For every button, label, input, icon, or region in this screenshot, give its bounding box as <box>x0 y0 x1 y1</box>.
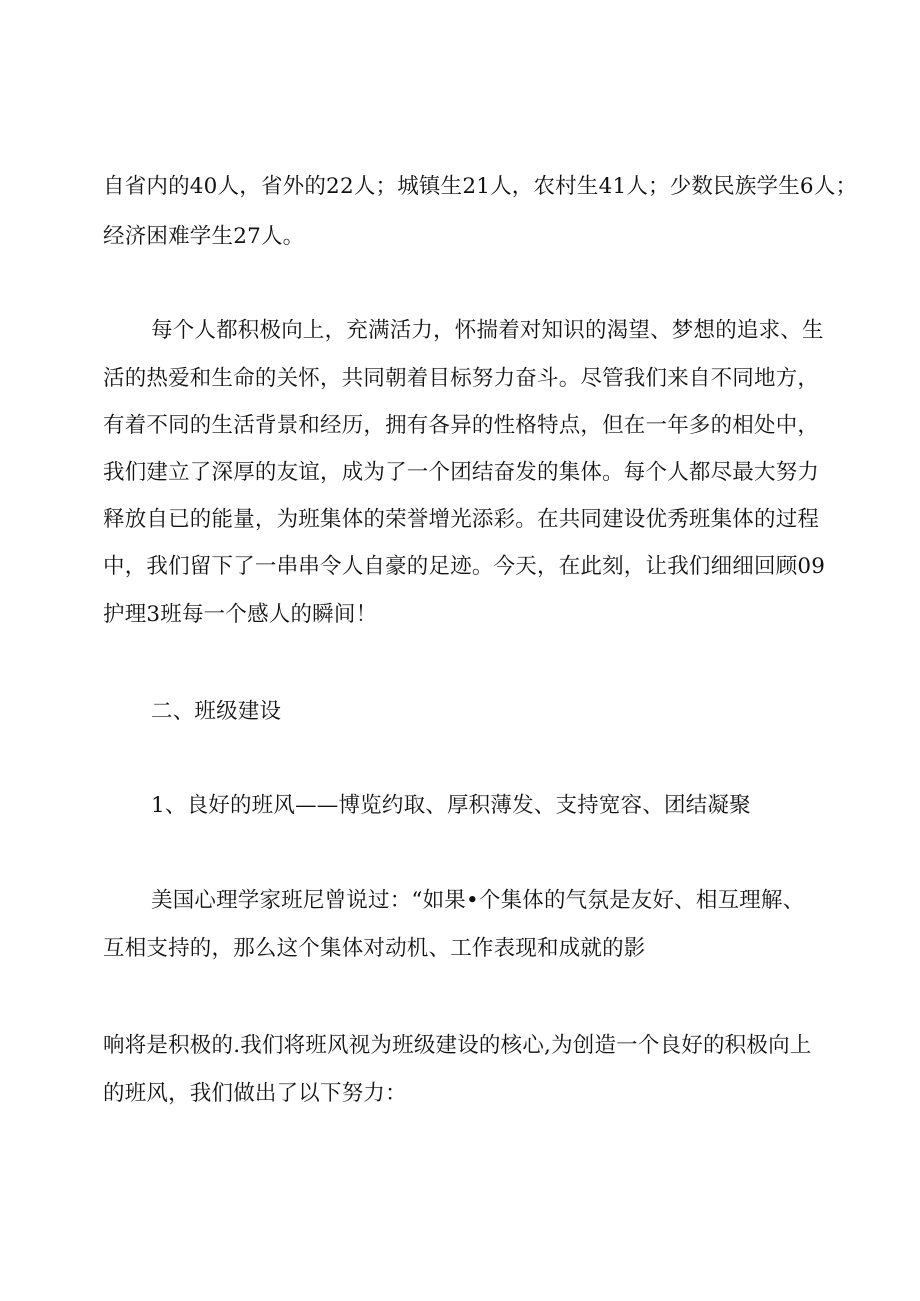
paragraph-line: 护理3班每一个感人的瞬间！ <box>103 602 378 627</box>
paragraph-line: 美国心理学家班尼曾说过：“如果•个集体的气氛是友好、相互理解、 <box>151 888 805 913</box>
section-heading: 二、班级建设 <box>151 699 282 724</box>
paragraph-line: 经济困难学生27人。 <box>103 224 305 249</box>
subsection-heading: 1、良好的班风——博览约取、厚积薄发、支持宽容、团结凝聚 <box>151 793 751 818</box>
paragraph-line: 响将是积极的.我们将班风视为班级建设的核心,为创造一个良好的积极向上 <box>103 1033 812 1058</box>
paragraph-line: 有着不同的生活背景和经历，拥有各异的性格特点，但在一年多的相处中， <box>103 413 820 438</box>
paragraph-line: 的班风，我们做出了以下努力： <box>103 1081 407 1106</box>
paragraph-line: 互相支持的，那么这个集体对动机、工作表现和成就的影 <box>103 936 646 961</box>
paragraph-line: 活的热爱和生命的关怀，共同朝着目标努力奋斗。尽管我们来自不同地方， <box>103 366 820 391</box>
paragraph-line: 中，我们留下了一串串令人自豪的足迹。今天，在此刻，让我们细细回顾09 <box>103 554 826 579</box>
paragraph-line: 自省内的40人，省外的22人；城镇生21人，农村生41人；少数民族学生6人； <box>103 174 858 199</box>
paragraph-line: 每个人都积极向上，充满活力，怀揣着对知识的渴望、梦想的追求、生 <box>151 318 824 343</box>
paragraph-line: 我们建立了深厚的友谊，成为了一个团结奋发的集体。每个人都尽最大努力 <box>103 460 820 485</box>
paragraph-line: 释放自已的能量，为班集体的荣誉增光添彩。在共同建设优秀班集体的过程 <box>103 507 820 532</box>
